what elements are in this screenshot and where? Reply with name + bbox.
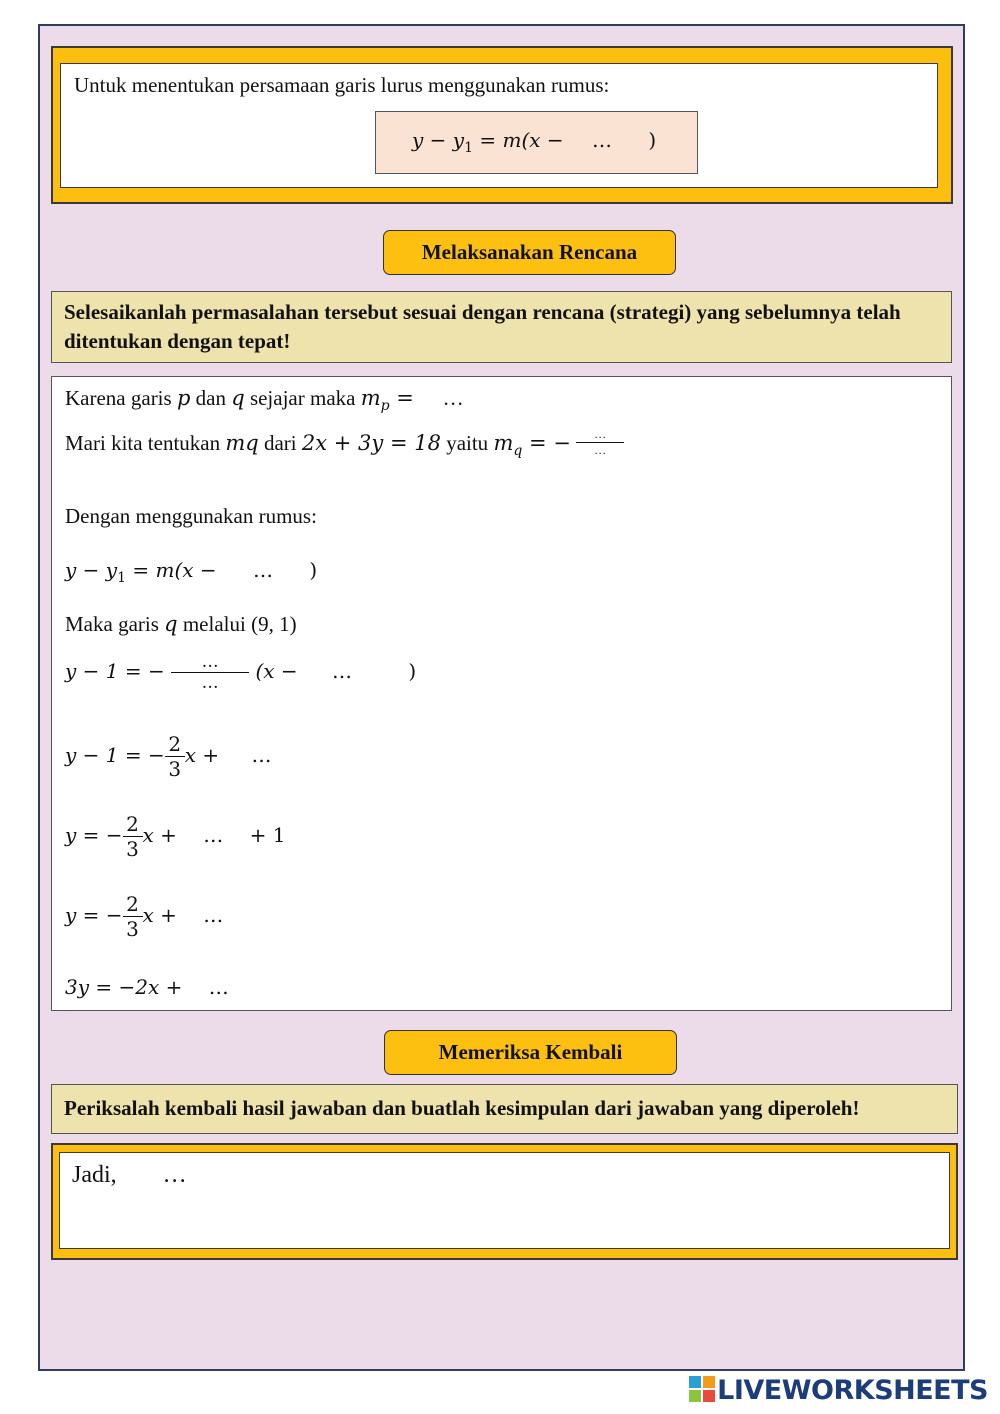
line4-blank[interactable]: … [253, 558, 273, 582]
line2-equation: 2x + 3y = 18 [301, 431, 441, 455]
formula-frame [51, 46, 953, 204]
work-line-3: Dengan menggunakan rumus: [65, 504, 317, 528]
line1-eq: = [389, 386, 421, 410]
line6-blank[interactable]: … [332, 659, 353, 683]
worksheet-page [38, 24, 965, 1371]
formula-text [412, 128, 656, 156]
line2-text-a: Mari kita tentukan [65, 431, 226, 455]
line1-text-a: Karena garis [65, 386, 177, 410]
line2-sub: q [513, 443, 523, 460]
line10-left: 3y = −2x + [65, 975, 189, 999]
work-line-2 [65, 426, 624, 460]
conclusion-blank[interactable]: … [162, 1162, 187, 1188]
line9-left: y = − [65, 903, 123, 927]
line7-numerator: 2 [168, 732, 182, 756]
work-line-6 [65, 652, 416, 693]
work-line-8 [65, 812, 286, 861]
conclusion-label: Jadi, [72, 1162, 117, 1188]
line6-numerator-blank[interactable]: … [201, 652, 219, 672]
formula-intro: Untuk menentukan persamaan garis lurus menggunakan rumus: [74, 73, 610, 97]
line1-q: q [231, 386, 245, 410]
conclusion-panel [59, 1152, 950, 1249]
section-title-check: Memeriksa Kembali [384, 1030, 677, 1075]
line1-text-b: dan [190, 386, 232, 410]
conclusion-text [72, 1162, 187, 1189]
line8-left: y = − [65, 823, 123, 847]
formula-blank[interactable]: … [592, 128, 612, 152]
liveworksheets-icon [689, 1376, 715, 1402]
formula-close: ) [648, 128, 657, 152]
work-line-10 [65, 975, 229, 999]
line9-fraction [123, 892, 143, 941]
conclusion-frame [51, 1143, 958, 1260]
work-line-4 [65, 558, 317, 586]
formula-panel [60, 63, 938, 188]
line8-fraction [123, 812, 143, 861]
line5-text-a: Maka garis [65, 612, 165, 636]
line7-left: y − 1 = − [65, 743, 165, 767]
section-title-plan: Melaksanakan Rencana [383, 230, 676, 275]
line7-fraction [165, 732, 185, 781]
brand-name: LIVEWORKSHEETS [717, 1375, 988, 1406]
line1-text-c: sejajar maka [244, 386, 361, 410]
line10-blank[interactable]: … [208, 975, 229, 999]
line4-right: = m(x − [126, 558, 223, 582]
line6-denominator-blank[interactable]: … [171, 672, 249, 693]
line6-fraction [171, 652, 249, 693]
formula-left: y − y [412, 128, 465, 152]
line7-x: x + [184, 743, 226, 767]
line7-denominator: 3 [165, 756, 185, 781]
mq-numerator-blank[interactable]: … [594, 426, 607, 441]
line6-paren: (x − [255, 659, 305, 683]
line8-blank[interactable]: … [203, 823, 224, 847]
line5-q: q [164, 612, 178, 636]
line2-mq: mq [225, 431, 259, 455]
mq-fraction [576, 427, 624, 458]
line8-x: x + [142, 823, 184, 847]
instruction-check: Periksalah kembali hasil jawaban dan buatlah kesimpulan dari jawaban yang diperoleh! [51, 1084, 958, 1134]
mq-denominator-blank[interactable]: … [576, 442, 624, 458]
formula-right: = m(x − [473, 128, 570, 152]
line4-close: ) [309, 558, 318, 582]
line8-numerator: 2 [126, 812, 139, 836]
line2-text-b: dari [258, 431, 302, 455]
work-area [51, 376, 952, 1011]
line7-blank[interactable]: … [251, 743, 272, 767]
line2-text-c: yaitu [440, 431, 494, 455]
line5-text-b: melalui (9, 1) [177, 612, 297, 636]
line9-denominator: 3 [123, 916, 143, 941]
line2-eq: = − [522, 431, 571, 455]
line9-numerator: 2 [126, 892, 139, 916]
line8-plus-one: + 1 [249, 823, 286, 847]
mp-blank[interactable]: … [442, 386, 464, 410]
formula-box [375, 111, 698, 174]
instruction-plan: Selesaikanlah permasalahan tersebut sesuai dengan rencana (strategi) yang sebelumnya telah ditentukan dengan tepat! [51, 291, 952, 363]
line1-sub: p [380, 398, 390, 415]
line6-left: y − 1 = − [65, 659, 165, 683]
work-line-1 [65, 386, 464, 414]
line9-blank[interactable]: … [203, 903, 224, 927]
line4-left: y − y [65, 558, 118, 582]
line9-x: x + [142, 903, 184, 927]
work-line-9 [65, 892, 223, 941]
brand-logo [689, 1375, 988, 1406]
line8-denominator: 3 [123, 836, 143, 861]
line1-m: m [360, 386, 381, 410]
work-line-5 [65, 612, 297, 637]
line1-p: p [176, 386, 191, 410]
line6-close: ) [408, 659, 417, 683]
formula-sub: 1 [464, 140, 473, 156]
line4-sub: 1 [117, 570, 126, 586]
line2-m: m [493, 431, 514, 455]
work-line-7 [65, 732, 272, 781]
